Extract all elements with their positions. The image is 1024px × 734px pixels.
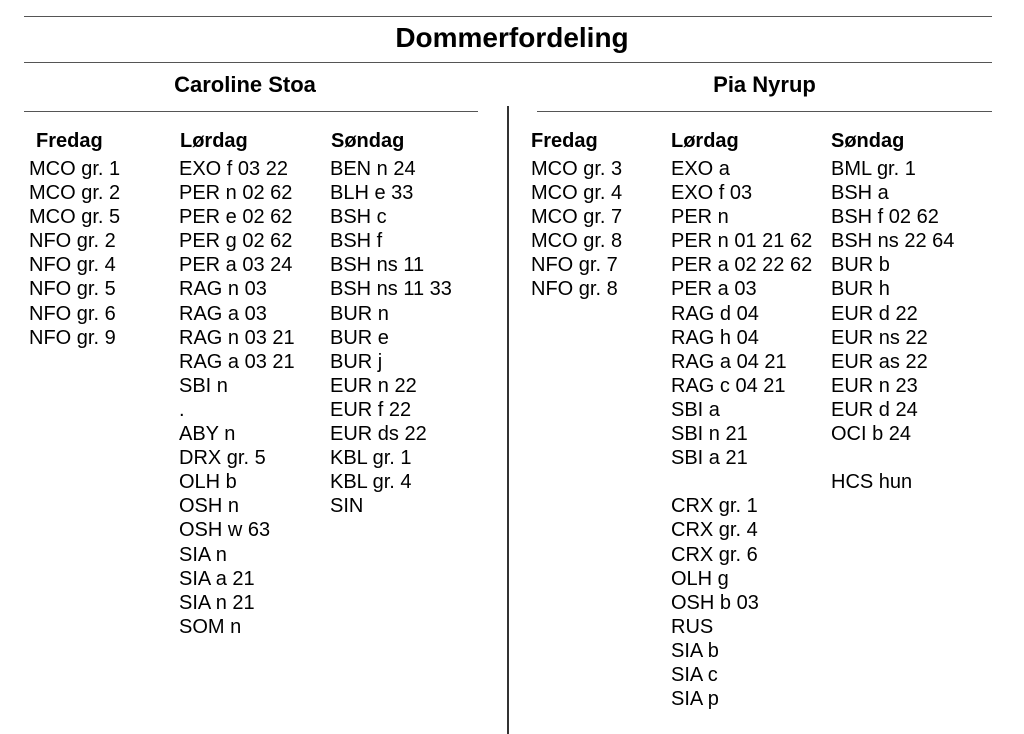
list-item: EXO a [671,158,730,180]
list-item: OCI b 24 [831,423,912,446]
list-item: MCO gr. 4 [531,182,623,205]
list-item: NFO gr. 2 [29,230,116,253]
list-item: SBI a [671,398,720,421]
list-item: PER n 02 62 [179,182,293,205]
list-item: CRX gr. 6 [671,543,758,566]
day-list-lordag [179,157,295,639]
left-section-rule [24,111,478,112]
list-item: NFO gr. 5 [29,278,116,301]
list-item: RAG a 03 [179,302,267,325]
list-item: RAG n 03 [179,278,267,301]
list-item: KBL gr. 1 [330,447,412,470]
list-item: OLH g [671,567,729,590]
list-item: BUR h [831,278,890,301]
list-item: OSH b 03 [671,591,759,614]
list-item: CRX gr. 4 [671,519,758,542]
list-item: OSH n [179,495,240,518]
list-item: BUR j [330,350,383,373]
list-item: BML gr. 1 [831,158,916,180]
list-item: SIA n [179,543,227,566]
list-item: RAG d 04 [671,302,759,325]
right-section-rule [537,111,992,112]
list-item: BSH c [330,206,387,229]
list-item: BSH ns 22 64 [831,230,955,253]
list-item: MCO gr. 7 [531,206,623,229]
list-item: PER e 02 62 [179,206,293,229]
list-item: SBI a 21 [671,447,748,470]
list-item: HCS hun [831,471,913,494]
list-item: OLH b [179,471,237,494]
list-item: EUR ds 22 [330,423,427,446]
list-item: CRX gr. 1 [671,495,758,518]
list-item: SIA n 21 [179,591,255,614]
list-item: BUR b [831,254,890,277]
top-rule [24,16,992,17]
list-item: MCO gr. 3 [531,158,623,180]
list-item: BSH f [330,230,383,253]
list-item: NFO gr. 8 [531,278,618,301]
list-item: PER a 03 24 [179,254,293,277]
list-item: BSH ns 11 33 [330,278,452,301]
list-item: RAG a 04 21 [671,350,787,373]
list-item: EUR as 22 [831,350,928,373]
day-list-fredag [531,157,622,302]
list-item: NFO gr. 6 [29,302,116,325]
list-item: BUR e [330,326,389,349]
list-item: SIA b [671,639,719,662]
section-title-pia: Pia Nyrup [713,72,816,97]
day-header-lordag: Lørdag [671,130,739,152]
list-item: MCO gr. 1 [29,158,121,180]
list-item: SBI n [179,374,228,397]
list-item: BUR n [330,302,389,325]
list-item: RAG h 04 [671,326,759,349]
list-item: SOM n [179,615,242,638]
list-item: RAG c 04 21 [671,374,786,397]
list-item: BLH e 33 [330,182,414,205]
list-item: MCO gr. 2 [29,182,121,205]
title-rule [24,62,992,63]
list-item: . [179,398,185,421]
list-item: EXO f 03 22 [179,158,288,180]
day-header-fredag: Fredag [531,130,598,152]
day-header-sondag: Søndag [831,130,905,152]
list-item: ABY n [179,423,236,446]
list-item: SIA p [671,688,719,711]
list-item: PER a 02 22 62 [671,254,813,277]
list-item [671,470,812,494]
list-item: RUS [671,615,714,638]
list-item: OSH w 63 [179,519,271,542]
column-divider [507,106,509,734]
section-title-caroline: Caroline Stoa [174,72,316,97]
list-item: BSH a [831,182,889,205]
day-header-fredag: Fredag [36,130,103,152]
list-item: PER n 01 21 62 [671,230,813,253]
list-item: EUR ns 22 [831,326,928,349]
day-list-sondag [330,157,452,518]
day-header-lordag: Lørdag [180,130,248,152]
list-item: NFO gr. 7 [531,254,618,277]
list-item: PER n [671,206,729,229]
list-item: BEN n 24 [330,158,416,180]
list-item: DRX gr. 5 [179,447,266,470]
list-item: EUR d 24 [831,398,918,421]
list-item: EUR n 22 [330,374,417,397]
day-list-sondag [831,157,954,494]
list-item: EUR f 22 [330,398,412,421]
list-item: EUR n 23 [831,374,918,397]
list-item: NFO gr. 9 [29,326,116,349]
list-item: BSH f 02 62 [831,206,939,229]
list-item: PER a 03 [671,278,757,301]
list-item: RAG n 03 21 [179,326,295,349]
list-item: KBL gr. 4 [330,471,412,494]
list-item: NFO gr. 4 [29,254,116,277]
list-item: PER g 02 62 [179,230,293,253]
list-item: SBI n 21 [671,423,748,446]
page-title: Dommerfordeling [395,22,629,53]
list-item: EXO f 03 [671,182,753,205]
day-list-lordag [671,157,812,711]
list-item: MCO gr. 5 [29,206,121,229]
list-item: EUR d 22 [831,302,918,325]
list-item: RAG a 03 21 [179,350,295,373]
list-item: SIA c [671,663,718,686]
list-item: SIN [330,495,364,518]
list-item: SIA a 21 [179,567,255,590]
day-list-fredag [29,157,120,350]
list-item: BSH ns 11 [330,254,425,277]
list-item [831,446,954,470]
day-header-sondag: Søndag [331,130,405,152]
list-item: MCO gr. 8 [531,230,623,253]
